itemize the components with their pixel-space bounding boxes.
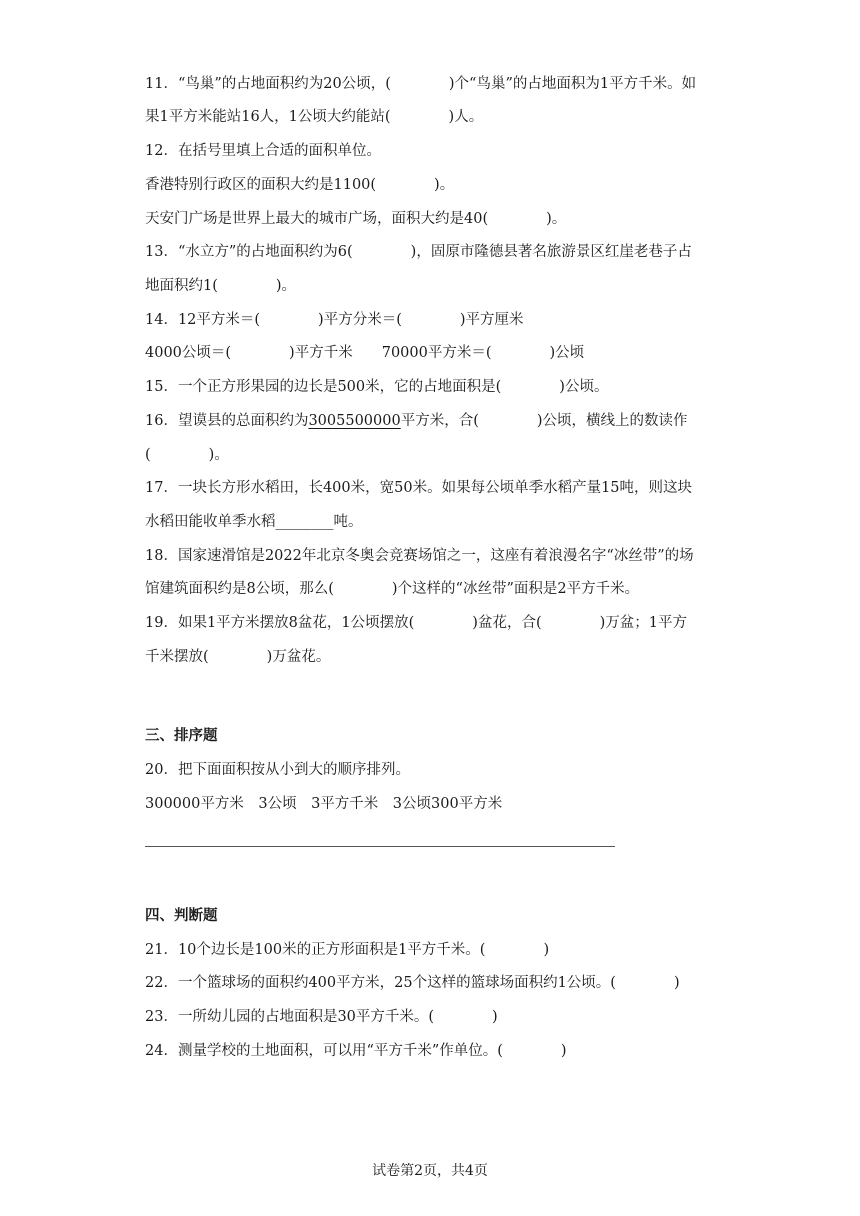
q16-underlined-number: 3005500000: [308, 413, 401, 429]
q21-line: 21．10个边长是100米的正方形面积是1平方千米。( ): [145, 942, 550, 958]
section3-heading: 三、排序题: [145, 727, 218, 744]
q11-line2: 果1平方米能站16人，1公顷大约能站( )人。: [145, 109, 484, 125]
q17-line1: 17．一块长方形水稻田，长400米，宽50米。如果每公顷单季水稻产量15吨，则这块: [145, 480, 693, 496]
q16-text-a: 16．望谟县的总面积约为: [145, 413, 309, 429]
q19-line1: 19．如果1平方米摆放8盆花，1公顷摆放( )盆花，合( )万盆；1平方: [145, 615, 687, 631]
q23-line: 23．一所幼儿园的占地面积是30平方千米。( ): [145, 1009, 498, 1025]
q20-answer-line[interactable]: [145, 846, 615, 847]
q11-line1: 11．“鸟巢”的占地面积约为20公顷，( )个“鸟巢”的占地面积为1平方千米。如: [145, 76, 697, 92]
q19-line2: 千米摆放( )万盆花。: [145, 649, 331, 665]
q14-line2: 4000公顷＝( )平方千米 70000平方米＝( )公顷: [145, 345, 585, 361]
q16-line1: [145, 411, 688, 431]
q17-line2: 水稻田能收单季水稻________吨。: [145, 514, 363, 530]
q16-text-b: 平方米，合( )公顷，横线上的数读作: [400, 413, 688, 429]
section4-heading: 四、判断题: [145, 907, 218, 924]
q18-line2: 馆建筑面积约是8公顷，那么( )个这样的“冰丝带”面积是2平方千米。: [145, 581, 640, 597]
q13-line2: 地面积约1( )。: [145, 278, 297, 294]
q15-line1: 15．一个正方形果园的边长是500米，它的占地面积是( )公顷。: [145, 379, 609, 395]
q24-line: 24．测量学校的土地面积，可以用“平方千米”作单位。( ): [145, 1043, 567, 1059]
q13-line1: 13．“水立方”的占地面积约为6( )，固原市隆德县著名旅游景区红崖老巷子占: [145, 244, 692, 260]
q16-line2: ( )。: [145, 447, 229, 463]
q22-line: 22．一个篮球场的面积约400平方米，25个这样的篮球场面积约1公顷。( ): [145, 975, 680, 991]
q14-line1: 14．12平方米＝( )平方分米＝( )平方厘米: [145, 312, 524, 328]
page-footer: 试卷第2页，共4页: [372, 1163, 488, 1179]
q12-line3: 天安门广场是世界上最大的城市广场，面积大约是40( )。: [145, 211, 567, 227]
q12-line1: 12．在括号里填上合适的面积单位。: [145, 143, 381, 159]
q20-line2: 300000平方米 3公顷 3平方千米 3公顷300平方米: [145, 796, 503, 812]
q20-line1: 20．把下面面积按从小到大的顺序排列。: [145, 762, 410, 778]
q18-line1: 18．国家速滑馆是2022年北京冬奥会竞赛场馆之一，这座有着浪漫名字“冰丝带”的场: [145, 548, 694, 564]
q12-line2: 香港特别行政区的面积大约是1100( )。: [145, 177, 455, 193]
